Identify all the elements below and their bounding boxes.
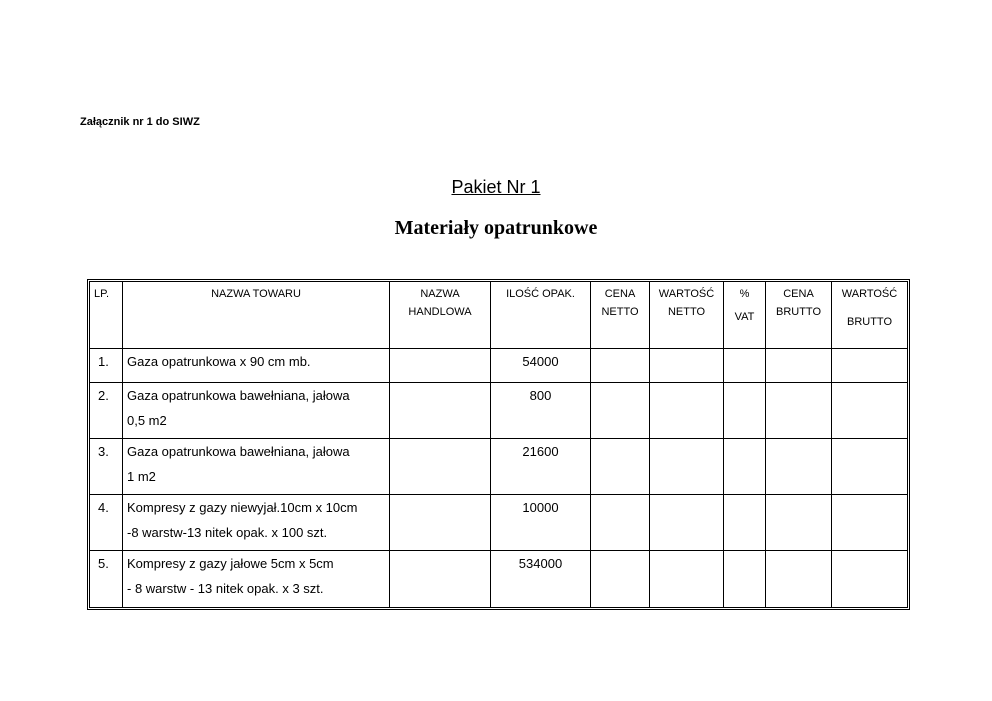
col-header-name: NAZWA TOWARU	[123, 282, 390, 349]
row-name: Gaza opatrunkowa bawełniana, jałowa 1 m2	[123, 439, 390, 495]
row-net-price	[591, 439, 650, 495]
row-net-value	[650, 439, 724, 495]
row-gross-value	[832, 551, 907, 607]
row-lp: 3.	[90, 439, 123, 495]
table-row	[90, 551, 907, 607]
row-qty: 800	[491, 383, 591, 439]
row-vat	[724, 551, 766, 607]
row-net-value	[650, 383, 724, 439]
row-net-value	[650, 551, 724, 607]
col-header-qty: ILOŚĆ OPAK.	[491, 282, 591, 349]
row-gross-value	[832, 439, 907, 495]
table-row	[90, 383, 907, 439]
row-trade-name	[390, 439, 491, 495]
row-lp: 4.	[90, 495, 123, 551]
pricing-table	[89, 281, 908, 608]
row-gross-price	[766, 551, 832, 607]
row-trade-name	[390, 349, 491, 383]
table-row	[90, 495, 907, 551]
row-net-price	[591, 349, 650, 383]
row-qty: 534000	[491, 551, 591, 607]
row-vat	[724, 495, 766, 551]
header-row	[90, 282, 907, 349]
row-qty: 21600	[491, 439, 591, 495]
row-qty: 10000	[491, 495, 591, 551]
row-vat	[724, 349, 766, 383]
row-net-price	[591, 495, 650, 551]
col-header-vat: % VAT	[724, 282, 766, 349]
row-gross-price	[766, 439, 832, 495]
table-row	[90, 439, 907, 495]
row-gross-price	[766, 495, 832, 551]
row-lp: 2.	[90, 383, 123, 439]
col-header-gross-value: WARTOŚĆ BRUTTO	[832, 282, 907, 349]
col-header-lp: LP.	[90, 282, 123, 349]
row-trade-name	[390, 495, 491, 551]
row-gross-price	[766, 383, 832, 439]
col-header-trade-name: NAZWA HANDLOWA	[390, 282, 491, 349]
row-net-price	[591, 551, 650, 607]
table-row	[90, 349, 907, 383]
row-gross-value	[832, 349, 907, 383]
row-net-value	[650, 349, 724, 383]
row-vat	[724, 439, 766, 495]
row-lp: 5.	[90, 551, 123, 607]
row-trade-name	[390, 551, 491, 607]
row-gross-value	[832, 495, 907, 551]
row-net-price	[591, 383, 650, 439]
col-header-net-price: CENA NETTO	[591, 282, 650, 349]
row-qty: 54000	[491, 349, 591, 383]
attachment-label: Załącznik nr 1 do SIWZ	[80, 116, 200, 128]
row-net-value	[650, 495, 724, 551]
subject-title: Materiały opatrunkowe	[394, 217, 598, 239]
row-gross-price	[766, 349, 832, 383]
row-gross-value	[832, 383, 907, 439]
row-name: Kompresy z gazy niewyjał.10cm x 10cm -8 warstw-13 nitek opak. x 100 szt.	[123, 495, 390, 551]
package-title: Pakiet Nr 1	[451, 177, 541, 197]
row-name: Gaza opatrunkowa bawełniana, jałowa 0,5 m2	[123, 383, 390, 439]
col-header-net-value: WARTOŚĆ NETTO	[650, 282, 724, 349]
row-vat	[724, 383, 766, 439]
row-name: Kompresy z gazy jałowe 5cm x 5cm - 8 warstw - 13 nitek opak. x 3 szt.	[123, 551, 390, 607]
row-trade-name	[390, 383, 491, 439]
row-lp: 1.	[90, 349, 123, 383]
col-header-gross-price: CENA BRUTTO	[766, 282, 832, 349]
row-name: Gaza opatrunkowa x 90 cm mb.	[123, 349, 390, 383]
